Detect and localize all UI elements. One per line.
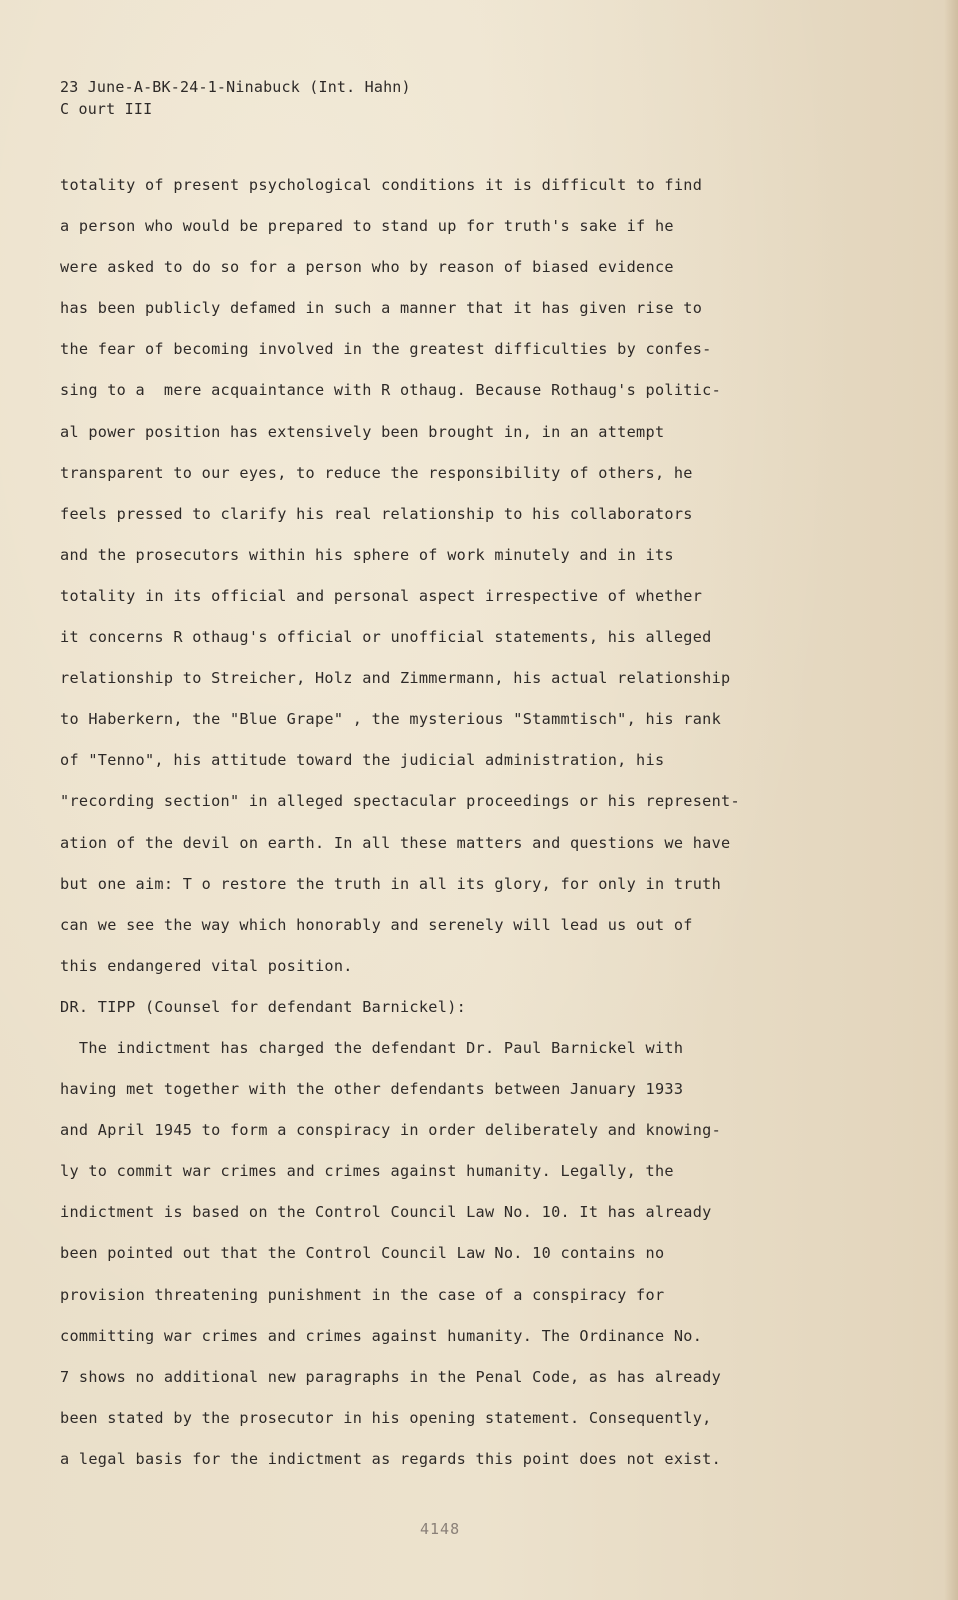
text-line: relationship to Streicher, Holz and Zimmermann, his actual relationship <box>60 669 731 688</box>
page-number: 4148 <box>420 1520 461 1538</box>
text-line: a person who would be prepared to stand up for truth's sake if he <box>60 217 674 236</box>
transcript-body <box>60 174 920 1489</box>
text-line: provision threatening punishment in the case of a conspiracy for <box>60 1285 665 1304</box>
text-line: sing to a mere acquaintance with R othaug. Because Rothaug's politic- <box>60 381 722 400</box>
text-line: has been publicly defamed in such a manner that it has given rise to <box>60 299 703 318</box>
text-line: having met together with the other defendants between January 1933 <box>60 1080 684 1099</box>
header-court-line: C ourt III <box>60 100 153 118</box>
text-line: committing war crimes and crimes against humanity. The Ordinance No. <box>60 1326 703 1345</box>
text-line: but one aim: T o restore the truth in all its glory, for only in truth <box>60 874 722 893</box>
text-line: a legal basis for the indictment as regards this point does not exist. <box>60 1449 722 1468</box>
text-line: were asked to do so for a person who by reason of biased evidence <box>60 258 674 277</box>
text-line: feels pressed to clarify his real relationship to his collaborators <box>60 504 693 523</box>
text-line: to Haberkern, the "Blue Grape" , the mysterious "Stammtisch", his rank <box>60 710 722 729</box>
text-line: of "Tenno", his attitude toward the judicial administration, his <box>60 751 665 770</box>
text-line: The indictment has charged the defendant Dr. Paul Barnickel with <box>60 1038 684 1057</box>
document-header <box>60 76 411 120</box>
paper-edge-shadow <box>944 0 958 1600</box>
text-line: totality in its official and personal aspect irrespective of whether <box>60 586 703 605</box>
text-line: it concerns R othaug's official or unofficial statements, his alleged <box>60 628 712 647</box>
speaker-heading: DR. TIPP (Counsel for defendant Barnickel): <box>60 997 467 1016</box>
text-line: been stated by the prosecutor in his opening statement. Consequently, <box>60 1408 712 1427</box>
text-line: indictment is based on the Control Council Law No. 10. It has already <box>60 1203 712 1222</box>
text-line: this endangered vital position. <box>60 956 353 975</box>
text-line: totality of present psychological conditions it is difficult to find <box>60 176 703 194</box>
text-line: al power position has extensively been brought in, in an attempt <box>60 422 665 441</box>
text-line: and the prosecutors within his sphere of work minutely and in its <box>60 545 674 564</box>
header-reference-line: 23 June-A-BK-24-1-Ninabuck (Int. Hahn) <box>60 78 411 96</box>
text-line: ly to commit war crimes and crimes against humanity. Legally, the <box>60 1162 674 1181</box>
text-line: and April 1945 to form a conspiracy in order deliberately and knowing- <box>60 1121 722 1140</box>
text-line: the fear of becoming involved in the greatest difficulties by confes- <box>60 340 712 359</box>
text-line: ation of the devil on earth. In all these matters and questions we have <box>60 833 731 852</box>
text-line: can we see the way which honorably and serenely will lead us out of <box>60 915 693 934</box>
text-line: 7 shows no additional new paragraphs in the Penal Code, as has already <box>60 1367 722 1386</box>
text-line: transparent to our eyes, to reduce the responsibility of others, he <box>60 463 693 482</box>
text-line: been pointed out that the Control Council Law No. 10 contains no <box>60 1244 665 1263</box>
text-line: "recording section" in alleged spectacular proceedings or his represent- <box>60 792 740 811</box>
